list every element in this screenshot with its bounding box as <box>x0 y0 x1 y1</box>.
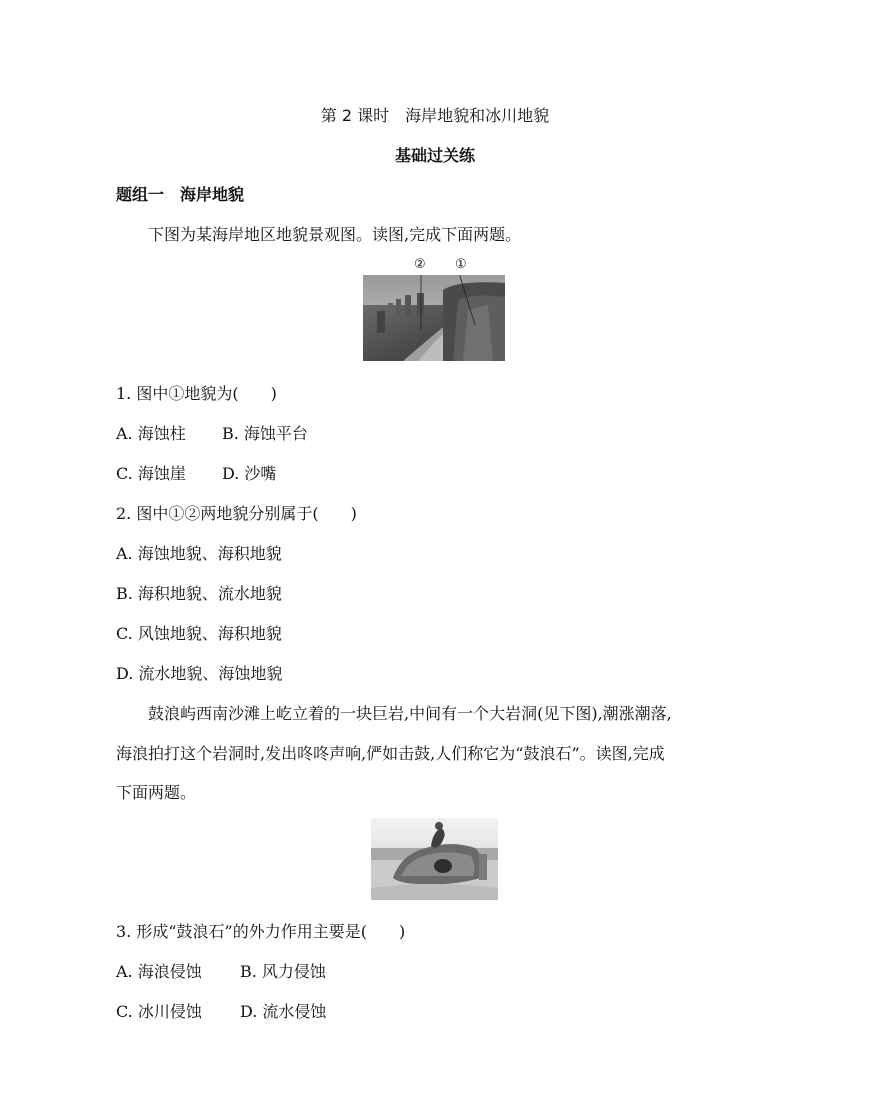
question-1-option-b[interactable]: B. 海蚀平台 <box>222 424 308 443</box>
intro-paragraph-2-line-3: 下面两题。 <box>116 783 197 802</box>
question-1-option-c[interactable]: C. 海蚀崖 <box>116 464 186 483</box>
question-3-option-a[interactable]: A. 海浪侵蚀 <box>116 962 202 981</box>
gulang-rock-photo <box>371 818 498 900</box>
question-2-option-a[interactable]: A. 海蚀地貌、海积地貌 <box>116 544 282 563</box>
question-1-option-d[interactable]: D. 沙嘴 <box>222 464 277 483</box>
question-group-heading: 题组一 海岸地貌 <box>116 185 245 204</box>
question-1-option-a[interactable]: A. 海蚀柱 <box>116 424 186 443</box>
intro-paragraph-2-line-1: 鼓浪屿西南沙滩上屹立着的一块巨岩,中间有一个大岩洞(见下图),潮涨潮落, <box>148 704 672 723</box>
page-title: 第 2 课时 海岸地貌和冰川地貌 <box>320 106 550 125</box>
question-3-stem: 3. 形成“鼓浪石”的外力作用主要是( ) <box>116 922 406 941</box>
figure1-label-2: ② <box>414 257 426 272</box>
intro-paragraph-2-line-2: 海浪拍打这个岩洞时,发出咚咚声响,俨如击鼓,人们称它为“鼓浪石”。读图,完成 <box>116 744 665 763</box>
question-3-option-c[interactable]: C. 冰川侵蚀 <box>116 1002 202 1021</box>
figure1-label-1: ① <box>455 257 467 272</box>
question-2-stem: 2. 图中①②两地貌分别属于( ) <box>116 504 357 523</box>
question-1-stem: 1. 图中①地貌为( ) <box>116 384 277 403</box>
question-3-option-d[interactable]: D. 流水侵蚀 <box>240 1002 327 1021</box>
question-3-option-b[interactable]: B. 风力侵蚀 <box>240 962 326 981</box>
question-2-option-c[interactable]: C. 风蚀地貌、海积地貌 <box>116 624 282 643</box>
intro-paragraph-1: 下图为某海岸地区地貌景观图。读图,完成下面两题。 <box>148 225 522 244</box>
section-subtitle: 基础过关练 <box>394 146 475 165</box>
question-2-option-b[interactable]: B. 海积地貌、流水地貌 <box>116 584 282 603</box>
coastal-landform-photo <box>363 275 505 361</box>
question-2-option-d[interactable]: D. 流水地貌、海蚀地貌 <box>116 664 283 683</box>
